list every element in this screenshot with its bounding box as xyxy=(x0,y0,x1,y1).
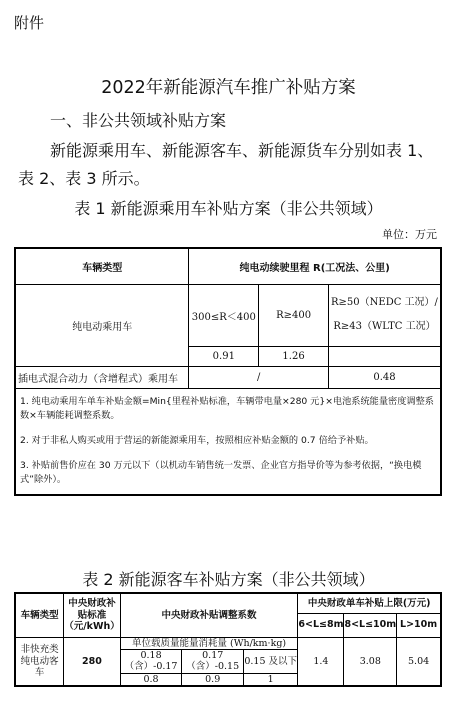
row-bus-type: 非快充类纯电动客车 xyxy=(15,637,64,686)
phev-slash: / xyxy=(189,366,329,388)
range-phev xyxy=(328,284,441,346)
band-3: 0.15 及以下 xyxy=(244,649,298,673)
header-length-6-8: 6<L≤8m xyxy=(298,613,344,637)
table1-notes xyxy=(15,388,441,495)
bus-subsidy-table xyxy=(14,592,442,687)
header-vehicle-type: 车辆类型 xyxy=(15,248,189,284)
cap-10-plus: 5.04 xyxy=(397,637,441,686)
paragraph-line-2: 表 2、表 3 所示。 xyxy=(18,169,150,188)
header-length-10-plus: L>10m xyxy=(397,613,441,637)
empty-cell xyxy=(328,346,441,366)
range-300-400: 300≤R＜400 xyxy=(189,284,259,346)
energy-consumption-subheader: 单位载质量能量消耗量 (Wh/km·kg) xyxy=(120,637,298,649)
header-adjustment-coefficient: 中央财政补贴调整系数 xyxy=(120,593,298,637)
row-phev-label: 插电式混合动力（含增程式）乘用车 xyxy=(15,366,189,388)
coef-1: 0.8 xyxy=(120,673,182,686)
row-bev-label: 纯电动乘用车 xyxy=(15,284,189,366)
phev-subsidy: 0.48 xyxy=(328,366,441,388)
attachment-label: 附件 xyxy=(14,14,45,32)
table1-unit: 单位：万元 xyxy=(382,228,437,241)
note-2: 2. 对于非私人购买或用于营运的新能源乘用车，按照相应补贴金额的 0.7 倍给予补贴。 xyxy=(20,434,374,446)
row-bus-standard: 280 xyxy=(64,637,121,686)
section-heading: 一、非公共领域补贴方案 xyxy=(50,111,227,130)
subsidy-300-400: 0.91 xyxy=(189,346,259,366)
cap-8-10: 3.08 xyxy=(344,637,397,686)
band-2: 0.17（含）-0.15 xyxy=(182,649,244,673)
coef-2: 0.9 xyxy=(182,673,244,686)
range-400-plus: R≥400 xyxy=(259,284,329,346)
passenger-car-subsidy-table xyxy=(14,247,442,496)
range-wltc: R≥43（WLTC 工况） xyxy=(333,321,436,332)
range-nedc: R≥50（NEDC 工况）/ xyxy=(331,297,438,308)
paragraph-line-1: 新能源乘用车、新能源客车、新能源货车分别如表 1、 xyxy=(50,141,434,160)
subsidy-400-plus: 1.26 xyxy=(259,346,329,366)
cap-6-8: 1.4 xyxy=(298,637,344,686)
header-vehicle-type: 车辆类型 xyxy=(15,593,64,637)
coef-3: 1 xyxy=(244,673,298,686)
header-length-8-10: 8<L≤10m xyxy=(344,613,397,637)
table1-caption: 表 1 新能源乘用车补贴方案（非公共领域） xyxy=(74,199,383,218)
header-subsidy-standard: 中央财政补贴标准（元/kWh） xyxy=(64,593,121,637)
header-subsidy-cap: 中央财政单车补贴上限(万元) xyxy=(298,593,441,613)
header-driving-range: 纯电动续驶里程 R(工况法、公里) xyxy=(189,248,441,284)
note-3: 3. 补贴前售价应在 30 万元以下（以机动车销售统一发票、企业官方指导价等为参考依据，“换电模式”除外）。 xyxy=(20,459,422,486)
table2-caption: 表 2 新能源客车补贴方案（非公共领域） xyxy=(82,570,375,589)
band-1: 0.18（含）-0.17 xyxy=(120,649,182,673)
document-title: 2022年新能源汽车推广补贴方案 xyxy=(101,78,356,98)
note-1: 1. 纯电动乘用车单车补贴金额=Min{里程补贴标准，车辆带电量×280 元}×电池系统能量密度调整系数×车辆能耗调整系数。 xyxy=(20,395,434,422)
